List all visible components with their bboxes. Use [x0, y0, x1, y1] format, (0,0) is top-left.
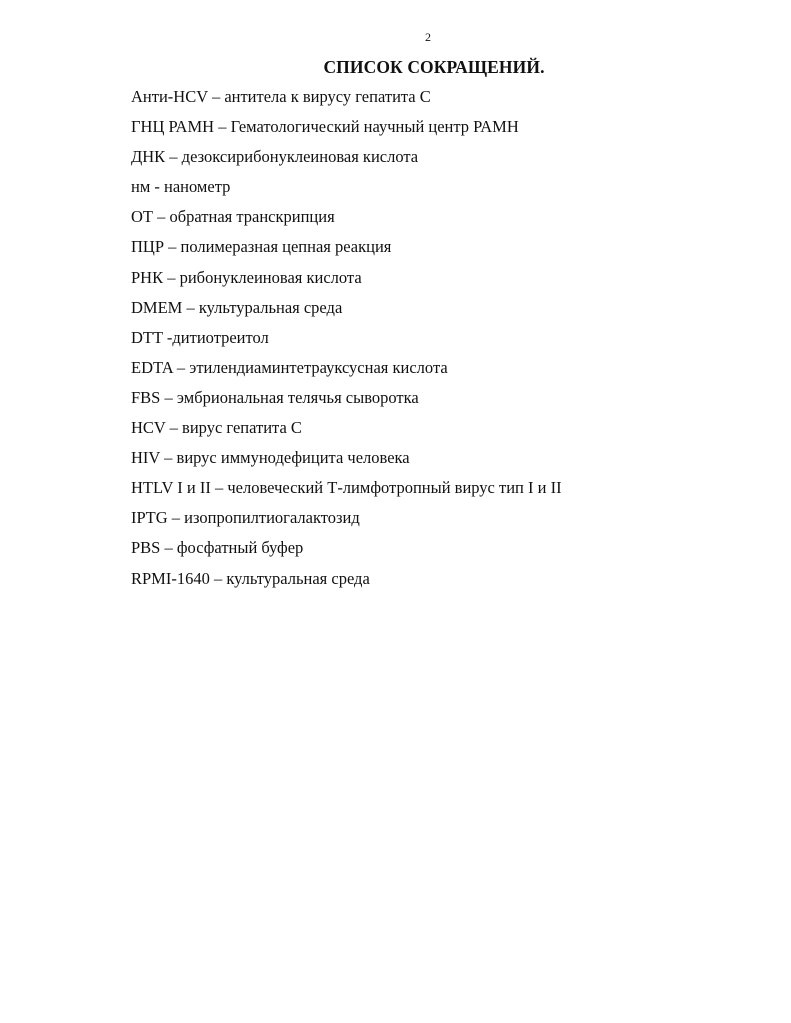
abbreviation-item: ПЦР – полимеразная цепная реакция [131, 237, 392, 257]
abbreviation-item: ДНК – дезоксирибонуклеиновая кислота [131, 147, 419, 167]
abbreviation-item: DMEM – культуральная среда [131, 297, 343, 317]
abbreviation-item: РНК – рибонуклеиновая кислота [131, 267, 362, 287]
abbreviation-list [131, 86, 562, 598]
abbreviation-item: HCV – вирус гепатита С [131, 418, 302, 438]
abbreviation-item: Анти-HCV – антитела к вирусу гепатита С [131, 87, 431, 106]
page-number: 2 [425, 30, 431, 44]
abbreviation-item: HIV – вирус иммунодефицита человека [131, 448, 410, 468]
abbreviation-item: HTLV I и II – человеческий Т-лимфотропный вирус тип I и II [131, 478, 562, 498]
abbreviation-item: FBS – эмбриональная телячья сыворотка [131, 387, 419, 407]
abbreviation-item: PBS – фосфатный буфер [131, 538, 304, 558]
abbreviation-item: IPTG – изопропилтиогалактозид [131, 508, 360, 528]
page-title: СПИСОК СОКРАЩЕНИЙ. [323, 57, 545, 77]
abbreviation-item: RPMI-1640 – культуральная среда [131, 568, 370, 588]
abbreviation-item: ОТ – обратная транскрипция [131, 207, 335, 227]
abbreviation-item: DTT -дитиотреитол [131, 327, 269, 347]
abbreviation-item: нм - нанометр [131, 177, 231, 197]
abbreviation-item: ГНЦ РАМН – Гематологический научный центр РАМН [131, 117, 519, 137]
abbreviation-item: EDTA – этилендиаминтетрауксусная кислота [131, 357, 448, 377]
